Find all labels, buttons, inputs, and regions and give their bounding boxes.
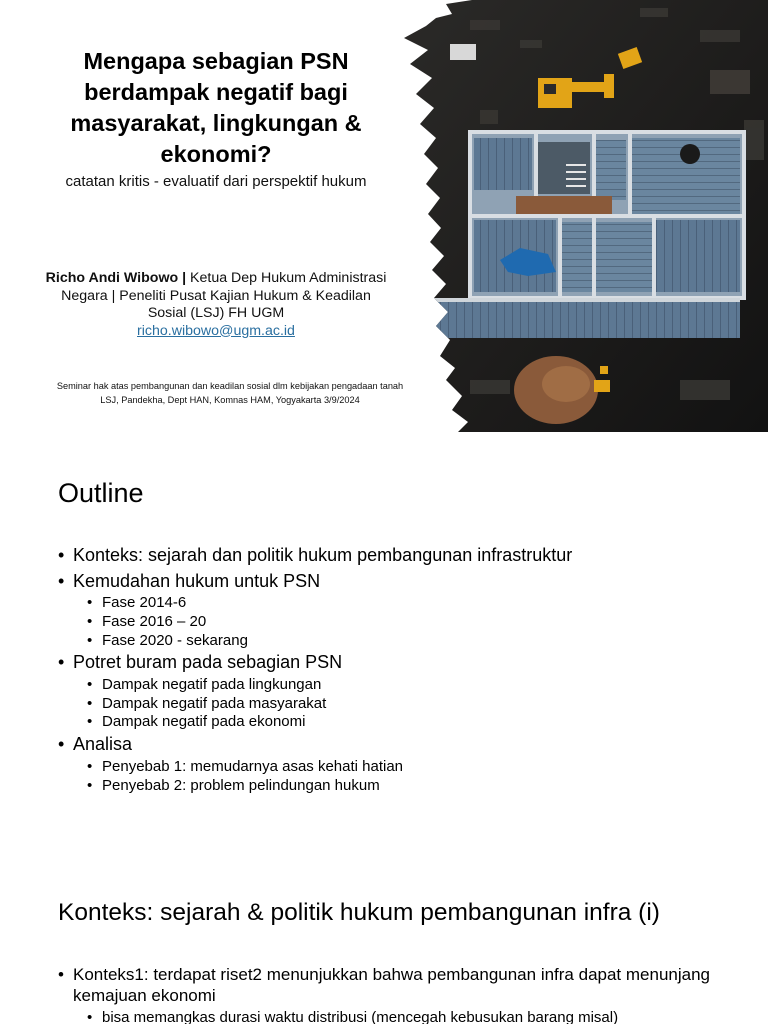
author-name: Richo Andi Wibowo |: [45, 270, 187, 286]
sub-list-item: • Penyebab 1: memudarnya asas kehati hatian: [87, 758, 738, 777]
list-item-label: Konteks: sejarah dan politik hukum pembangunan infrastruktur: [73, 545, 573, 565]
sub-list: [87, 1008, 718, 1024]
title-slide: [0, 0, 768, 432]
sub-list-item: • Dampak negatif pada masyarakat: [87, 695, 738, 714]
sub-list-item: • Dampak negatif pada lingkungan: [87, 676, 738, 695]
seminar-line-2: LSJ, Pandekha, Dept HAN, Komnas HAM, Yogyakarta 3/9/2024: [100, 395, 360, 405]
list-item-label: Potret buram pada sebagian PSN: [73, 652, 343, 673]
sub-list: [87, 594, 738, 650]
list-item-label: Analisa: [73, 734, 133, 755]
sub-list-item: • Penyebab 2: problem pelindungan hukum: [87, 777, 738, 796]
seminar-line-1: Seminar hak atas pembangunan dan keadilan sosial dlm kebijakan pengadaan tanah: [56, 381, 404, 391]
list-item: [58, 543, 738, 569]
list-item-label: Kemudahan hukum untuk PSN: [73, 570, 321, 591]
slide-subtitle: catatan kritis - evaluatif dari perspektif hukum: [65, 173, 367, 190]
context-slide: [0, 864, 768, 1024]
list-item: [58, 650, 738, 732]
slide-title: Mengapa sebagian PSN berdampak negatif bagi masyarakat, lingkungan & ekonomi?: [70, 48, 362, 167]
author-role: Ketua Dep Hukum Administrasi Negara | Peneliti Pusat Kajian Hukum & Keadilan Sosial (LSJ) FH UGM: [61, 270, 387, 321]
sub-list: [87, 676, 738, 732]
sub-list: [87, 758, 738, 796]
sub-list-item: • Fase 2014-6: [87, 594, 738, 613]
outline-list: [58, 543, 738, 795]
sub-list-item: • bisa memangkas durasi waktu distribusi (mencegah kebusukan barang misal): [87, 1008, 718, 1024]
context-heading: Konteks: sejarah & politik hukum pembangunan infra (i): [58, 899, 660, 926]
list-item-label: Konteks1: terdapat riset2 menunjukkan bahwa pembangunan infra dapat menunjang kemajuan ekonomi: [73, 965, 710, 1005]
sub-list-item: • Fase 2020 - sekarang: [87, 632, 738, 651]
context-list: [58, 964, 718, 1024]
list-item: [58, 569, 738, 651]
sub-list-item: • Fase 2016 – 20: [87, 613, 738, 632]
sub-list-item: • Dampak negatif pada ekonomi: [87, 713, 738, 732]
seminar-info: [14, 379, 446, 407]
list-item: [58, 964, 718, 1024]
author-block: [40, 270, 392, 340]
outline-slide: [0, 432, 768, 864]
list-item: [58, 732, 738, 795]
author-email-link[interactable]: richo.wibowo@ugm.ac.id: [137, 322, 295, 339]
outline-heading: Outline: [58, 478, 144, 508]
